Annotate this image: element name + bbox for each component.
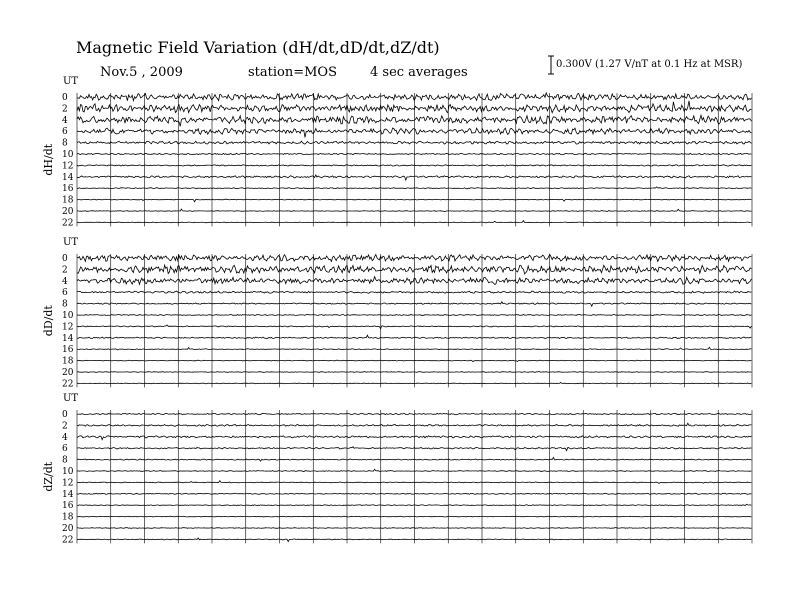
trace-label: 6 [62,288,68,299]
panel-label-0: dH/dt [42,143,55,176]
ut-label-1: UT [63,237,79,248]
trace-line [77,516,751,517]
trace-label: 12 [62,322,74,333]
trace-label: 16 [62,501,74,512]
trace-label: 6 [62,444,68,455]
trace-label: 0 [62,93,68,103]
trace-label: 10 [62,150,74,160]
trace-label: 2 [62,421,68,432]
trace-label: 8 [62,455,68,466]
trace-label: 8 [62,299,68,310]
trace-label: 0 [62,254,68,264]
trace-label: 20 [62,524,74,534]
trace-label: 6 [62,127,68,138]
trace-label: 10 [62,467,74,477]
chart-title: Magnetic Field Variation (dH/dt,dD/dt,dZ/dt) [76,38,440,57]
trace-label: 14 [62,489,74,500]
averaging-label: 4 sec averages [370,65,468,80]
trace-label: 22 [62,535,74,546]
trace-label: 4 [62,432,68,443]
trace-label: 22 [62,379,74,390]
trace-label: 20 [62,368,74,378]
trace-label: 2 [62,265,68,276]
trace-label: 14 [62,172,74,183]
trace-label: 4 [62,115,68,126]
trace-label: 14 [62,333,74,344]
trace-label: 18 [62,195,74,206]
station-label: station=MOS [248,65,337,80]
trace-label: 12 [62,161,74,172]
panel-label-2: dZ/dt [42,461,55,492]
date-label: Nov.5 , 2009 [100,65,183,80]
trace-label: 16 [62,345,74,356]
scale-bar-label: 0.300V (1.27 V/nT at 0.1 Hz at MSR) [556,59,743,70]
trace-line [77,528,751,529]
trace-label: 12 [62,478,74,489]
trace-label: 18 [62,356,74,367]
trace-label: 16 [62,184,74,195]
trace-label: 22 [62,218,74,229]
trace-label: 10 [62,311,74,321]
panel-label-1: dD/dt [42,305,55,337]
trace-label: 8 [62,138,68,149]
ut-label-2: UT [63,393,79,404]
trace-label: 20 [62,207,74,217]
trace-label: 2 [62,104,68,115]
trace-label: 0 [62,410,68,420]
trace-label: 4 [62,276,68,287]
trace-label: 18 [62,512,74,523]
ut-label-0: UT [63,76,79,87]
